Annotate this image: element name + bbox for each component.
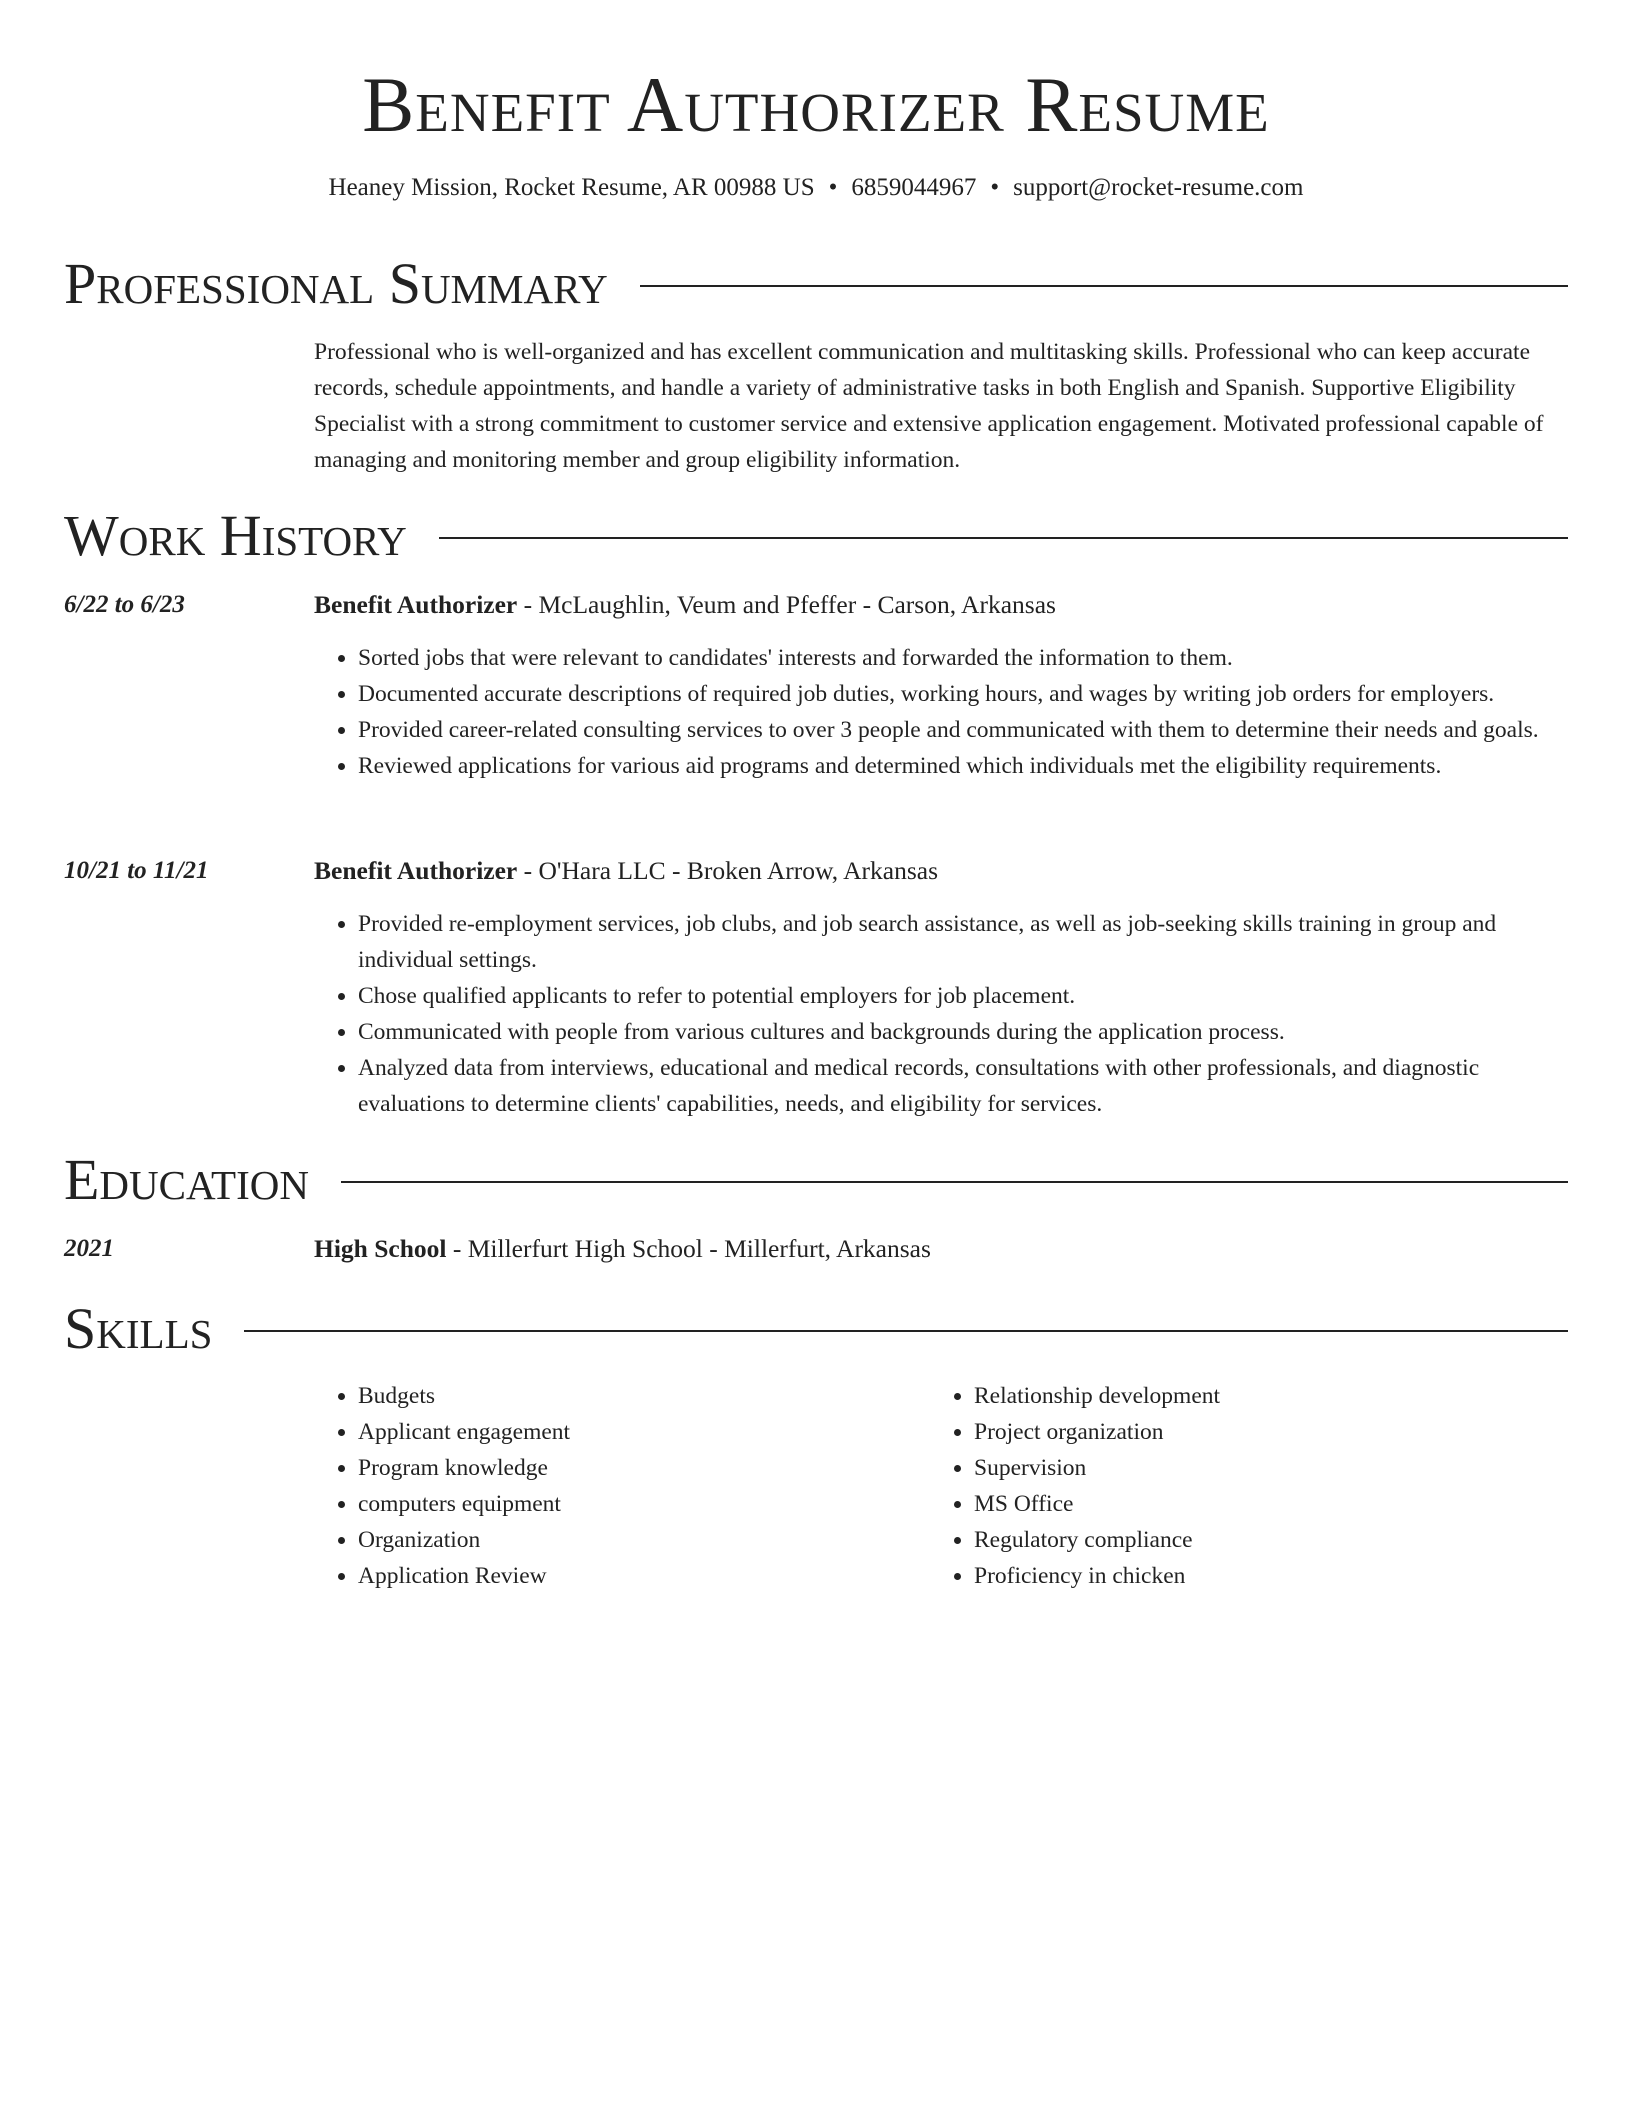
job-bullet: • Reviewed applications for various aid programs and determined which individuals met the eligibility requirements.: [358, 748, 1568, 784]
job-bullet: • Analyzed data from interviews, educational and medical records, consultations with other professionals, and diagnostic evaluations to determine clients' capabilities, needs, and eligibility for services.: [358, 1050, 1568, 1122]
job-dates: 6/22 to 6/23: [64, 591, 185, 618]
contact-address: Heaney Mission, Rocket Resume, AR 00988 US: [328, 174, 815, 201]
skill-item: • Proficiency in chicken: [974, 1558, 1490, 1594]
skill-item: • Application Review: [358, 1558, 874, 1594]
section-title-work: Work History: [64, 503, 407, 568]
skill-item: • Applicant engagement: [358, 1414, 874, 1450]
education-degree: High School: [314, 1234, 447, 1263]
contact-separator: •: [828, 174, 838, 201]
job-details: - O'Hara LLC - Broken Arrow, Arkansas: [517, 856, 938, 885]
section-divider: [341, 1181, 1568, 1183]
job-title: Benefit Authorizer: [314, 856, 518, 885]
section-divider: [439, 537, 1568, 539]
skill-item: • Supervision: [974, 1450, 1490, 1486]
skills-section-header: [64, 1297, 1568, 1361]
job-heading: [314, 854, 1568, 888]
education-details: - Millerfurt High School - Millerfurt, Arkansas: [446, 1234, 931, 1263]
skill-item: • Project organization: [974, 1414, 1490, 1450]
section-divider: [244, 1330, 1568, 1332]
job-bullet: • Documented accurate descriptions of required job duties, working hours, and wages by writing job orders for employers.: [358, 676, 1568, 712]
skill-item: • Relationship development: [974, 1378, 1490, 1414]
education-heading: [314, 1232, 1568, 1266]
skills-list-right: [930, 1378, 1490, 1594]
section-divider: [640, 285, 1568, 287]
section-title-education: Education: [64, 1147, 309, 1212]
job-bullet: • Provided re-employment services, job clubs, and job search assistance, as well as job-seeking skills training in group and individual settings.: [358, 906, 1568, 978]
skill-item: • Organization: [358, 1522, 874, 1558]
job-bullet: • Chose qualified applicants to refer to potential employers for job placement.: [358, 978, 1568, 1014]
contact-email: support@rocket-resume.com: [1013, 174, 1304, 201]
section-title-skills: Skills: [64, 1296, 213, 1361]
skill-item: • Regulatory compliance: [974, 1522, 1490, 1558]
skills-list-left: [314, 1378, 874, 1594]
resume-title: Benefit Authorizer Resume: [362, 61, 1270, 148]
job-details: - McLaughlin, Veum and Pfeffer - Carson, Arkansas: [517, 590, 1056, 619]
job-heading: [314, 588, 1568, 622]
job-bullet-list: [314, 640, 1568, 784]
skill-item: • computers equipment: [358, 1486, 874, 1522]
section-title-summary: Professional Summary: [64, 251, 608, 316]
job-title: Benefit Authorizer: [314, 590, 518, 619]
job-bullet: • Communicated with people from various cultures and backgrounds during the application process.: [358, 1014, 1568, 1050]
contact-separator: •: [990, 174, 1000, 201]
summary-section-header: [64, 252, 1568, 316]
job-bullet: • Sorted jobs that were relevant to candidates' interests and forwarded the information to them.: [358, 640, 1568, 676]
job-bullet-list: [314, 906, 1568, 1122]
education-section-header: [64, 1148, 1568, 1212]
job-bullet: • Provided career-related consulting services to over 3 people and communicated with them to determine their needs and goals.: [358, 712, 1568, 748]
skill-item: • MS Office: [974, 1486, 1490, 1522]
summary-text: Professional who is well-organized and has excellent communication and multitasking skills. Professional who can keep accurate records, schedule appointments, and handle a variety of administrative tasks in both English and Spanish. Supportive Eligibility Specialist with a strong commitment to customer service and extensive application engagement. Motivated professional capable of managing and monitoring member and group eligibility information.: [314, 339, 1544, 473]
contact-phone: 6859044967: [851, 174, 977, 201]
education-year: 2021: [64, 1235, 114, 1262]
job-dates: 10/21 to 11/21: [64, 857, 209, 884]
contact-line: [64, 172, 1568, 204]
skill-item: • Budgets: [358, 1378, 874, 1414]
work-section-header: [64, 504, 1568, 568]
skill-item: • Program knowledge: [358, 1450, 874, 1486]
